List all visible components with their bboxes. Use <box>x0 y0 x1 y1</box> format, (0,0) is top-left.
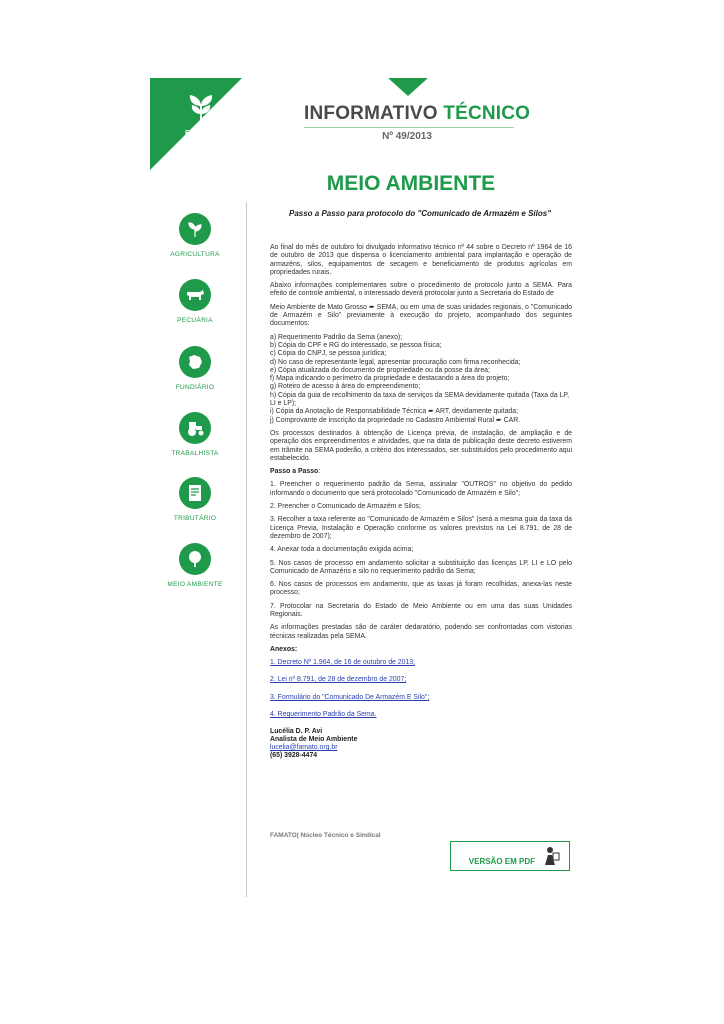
annex-link-decreto[interactable]: 1. Decreto Nº 1.964, de 16 de outubro de 2013; <box>270 659 416 667</box>
steps-title: Passo a Passo <box>270 468 319 476</box>
list-item: c) Cópia do CNPJ, se pessoa jurídica; <box>270 350 387 358</box>
title-word-informativo: INFORMATIVO <box>304 103 438 124</box>
annex-link-formulario[interactable]: 3. Formulário do "Comunicado De Armazém E Silo"; <box>270 693 430 701</box>
category-label: TRABALHISTA <box>171 450 219 457</box>
signature-block <box>270 728 572 760</box>
signature-phone: (65) 3928-4474 <box>270 752 318 760</box>
cow-icon <box>179 279 211 311</box>
list-item: g) Roteiro de acesso à área do empreendimento; <box>270 383 421 391</box>
list-item: h) Cópia da guia de recolhimento da taxa de serviços da SEMA devidamente quitada (Taxa da LP, LI e LP); <box>270 391 570 408</box>
step-item: 7. Protocolar na Secretaria do Estado de Meio Ambiente ou em uma das suas Unidades Regionais. <box>270 602 572 618</box>
section-title: MEIO AMBIENTE <box>326 172 496 195</box>
list-item: d) No caso de representante legal, apresentar procuração com firma reconhecida; <box>270 358 521 366</box>
paragraph-declaration: As informações prestadas são de caráter dedaratório, podendo ser confrontadas com vistorias técnicas realizadas pela SEMA. <box>270 624 572 640</box>
document-icon <box>179 477 211 509</box>
vertical-divider <box>246 202 247 897</box>
title-word-tecnico: TÉCNICO <box>443 103 531 124</box>
header-divider <box>304 127 514 128</box>
tree-icon <box>179 543 211 575</box>
step-item: 4. Anexar toda a documentação exigida acima; <box>270 546 414 554</box>
category-label: TRIBUTÁRIO <box>173 515 217 522</box>
category-agricultura[interactable] <box>160 213 230 258</box>
header-triangle <box>388 78 428 96</box>
category-label: AGRICULTURA <box>170 251 220 258</box>
signature-email-link[interactable]: lucelia@famato.org.br <box>270 744 338 752</box>
article-subtitle: Passo a Passo para protocolo do "Comunicado de Armazém e Silos" <box>288 209 552 218</box>
issue-number: Nº 49/2013 <box>382 131 432 142</box>
annex-link-requerimento[interactable]: 4. Requerimento Padrão da Sema. <box>270 711 377 719</box>
step-item: 6. Nos casos de processos em andamento, que as taxas já foram recolhidas, anexa-las neste processo; <box>270 581 572 597</box>
logo-text: FAMATO <box>185 130 217 137</box>
document-list <box>270 334 572 425</box>
paragraph-sema: Meio Ambiente de Mato Grosso ➨ SEMA, ou em uma de suas unidades regionais, o "Comunicado de Armazém e Silo" previamente à execução do projeto, acompanhado dos seguintes documentos: <box>270 303 572 328</box>
category-label: FUNDIÁRIO <box>175 384 215 391</box>
article-body <box>270 244 572 760</box>
step-item: 1. Preencher o requerimento padrão da Sema, assinalar "OUTROS" no objetivo do pedido informando o documento que será protocolado "Comunicado de Armazém e Silo"; <box>270 481 572 497</box>
annex-link-lei[interactable]: 2. Lei nº 8.791, de 28 de dezembro de 2007; <box>270 676 407 684</box>
paragraph-info: Abaixo informações complementares sobre o procedimento de protocolo junto a SEMA. Para efeito de controle ambiental, o interessado deverá protocolar junto a Secretaria do Estado de <box>270 282 572 298</box>
list-item: a) Requerimento Padrão da Sema (anexo); <box>270 333 403 341</box>
step-item: 3. Recolher a taxa referente ao "Comunicado de Armazém e Silos" (será a mesma guia da taxa da Licença Previa, Instalação e Operação conforme os valores previstos na Lei 8.791, de 28 de dezembro de 2007); <box>270 516 572 540</box>
annex-title: Anexos: <box>270 645 298 653</box>
steps-heading <box>270 468 572 476</box>
step-item: 5. Nos casos de processo em andamento solicitar a substituição das licenças LP, LI e LO pelo Comunicado de Armazéns e silo no requerimento padrão da Sema; <box>270 559 572 575</box>
list-item: i) Cópia da Anotação de Responsabilidade Técnica ➨ ART, devidamente quitada; <box>270 408 519 416</box>
paragraph-intro: Ao final do mês de outubro foi divulgado informativo técnico nº 44 sobre o Decreto nº 1964 de 16 de outubro de 2013 que dispensa o licenciamento ambiental para implantação e operação de armazéns, silos, equipamentos de secagem e beneficiamento de produtos agrícolas em propriedades rurais. <box>270 244 572 276</box>
list-item: j) Comprovante de inscrição da propriedade no Cadastro Ambiental Rural ➨ CAR. <box>270 416 521 424</box>
category-tributario[interactable] <box>160 477 230 522</box>
category-label: PECUÁRIA <box>177 317 213 324</box>
leaf-logo-icon <box>181 92 221 124</box>
famato-logo <box>176 92 226 137</box>
list-item: f) Mapa indicando o perímetro da propriedade e destacando a área do projeto; <box>270 375 510 383</box>
list-item: b) Cópia do CPF e RG do interessado, se pessoa física; <box>270 341 442 349</box>
steps-colon: : <box>318 468 321 476</box>
category-label: MEIO AMBIENTE <box>167 581 223 588</box>
category-fundiario[interactable] <box>160 346 230 391</box>
signature-role: Analista de Meio Ambiente <box>270 736 358 744</box>
category-meio-ambiente[interactable] <box>160 543 230 588</box>
download-person-icon <box>539 845 561 867</box>
step-item: 2. Preencher o Comunicado de Armazém e Silos; <box>270 503 421 511</box>
page-title <box>304 103 530 125</box>
map-icon <box>179 346 211 378</box>
list-item: e) Cópia atualizada do documento de propriedade ou da posse da área; <box>270 366 490 374</box>
pdf-version-button[interactable] <box>450 841 570 871</box>
category-pecuaria[interactable] <box>160 279 230 324</box>
plant-icon <box>179 213 211 245</box>
category-trabalhista[interactable] <box>160 412 230 457</box>
tractor-icon <box>179 412 211 444</box>
pdf-button-label: VERSÃO EM PDF <box>468 856 535 866</box>
footer-text: FAMATO| Núcleo Técnico e Sindical <box>270 832 381 839</box>
signature-name: Lucélia D. P. Avi <box>270 728 323 736</box>
paragraph-processes: Os processos destinados à obtenção de Licença prévia, de instalação, de ampliação e de operação dos empreendimentos e atividades, que na data de publicação deste decreto estiverem em trâmite na SEMA poderão, a critério dos interessados, ser substituídos pelo procedimento aqui estabelecido. <box>270 429 572 462</box>
